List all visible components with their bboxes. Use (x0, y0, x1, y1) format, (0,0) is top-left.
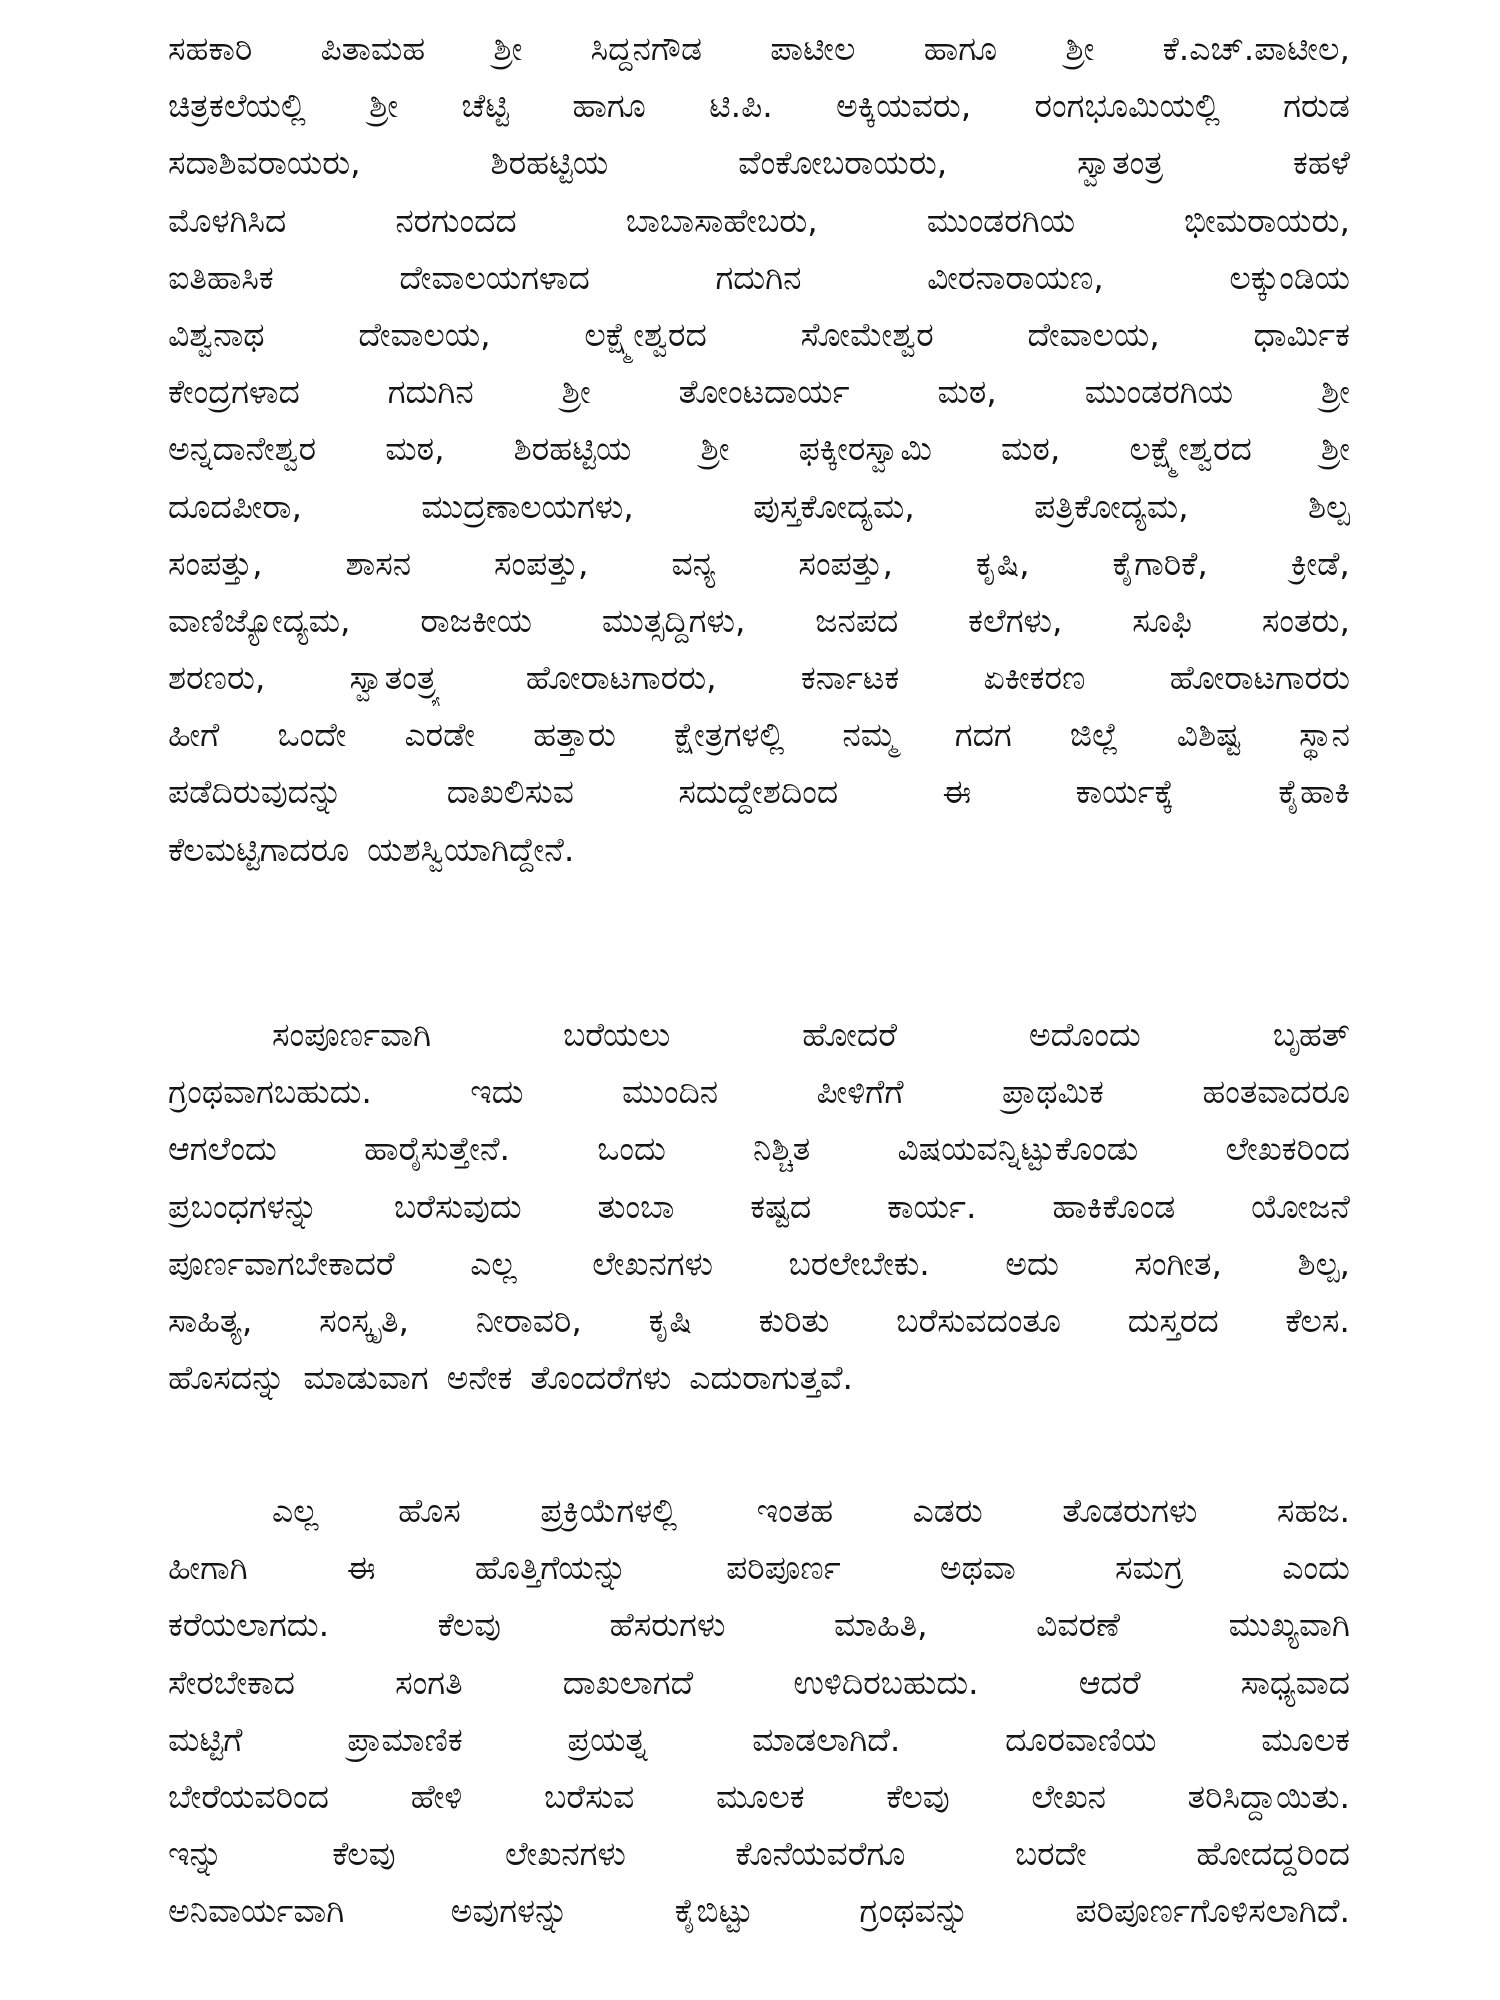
word: ಕ್ಷೇತ್ರಗಳಲ್ಲಿ (673, 715, 785, 755)
word: ಕೈಹಾಕಿ (1278, 772, 1350, 812)
word: ಹೋದದ್ದರಿಂದ (1196, 1834, 1350, 1874)
word: ಮಾಡಲಾಗಿದೆ. (752, 1719, 901, 1759)
word: ಕರೆಯಲಾಗದು. (168, 1605, 330, 1645)
word: ಶ್ರೀ (1065, 29, 1095, 68)
word: ಮೂಲಕ (1261, 1719, 1350, 1759)
word: ಸಂಸ್ಕೃತಿ, (319, 1300, 409, 1340)
text-line (168, 1006, 1350, 1063)
word: ಎದುರಾಗುತ್ತವೆ. (689, 1358, 854, 1398)
word: ಬರಲೇಬೇಕು. (788, 1243, 930, 1283)
word: ಹತ್ತಾರು (533, 715, 616, 755)
text-line (168, 1882, 1350, 1939)
word: ಸಾಧ್ಯವಾದ (1240, 1662, 1350, 1702)
word: ಹೀಗಾಗಿ (168, 1548, 248, 1588)
word: ಶ್ರೀ (1320, 429, 1350, 469)
word: ಐತಿಹಾಸಿಕ (168, 257, 274, 297)
text-line (168, 1596, 1350, 1653)
word: ವೆಂಕೋಬರಾಯರು, (738, 143, 948, 183)
word: ಭೀಮರಾಯರು, (1184, 200, 1350, 240)
word: ಆದರೆ (1078, 1662, 1141, 1702)
word: ಮಠ, (937, 372, 997, 412)
word: ಚೆಟ್ಟಿ (461, 86, 510, 126)
word: ಹೊಸದನ್ನು (168, 1358, 286, 1398)
word: ಎರಡೇ (404, 715, 475, 755)
word: ಅನ್ನದಾನೇಶ್ವರ (168, 429, 317, 469)
word: ಮಠ, (385, 429, 445, 469)
word: ಸಂಗೀತ, (1134, 1243, 1222, 1283)
word: ದೂರವಾಣಿಯ (1005, 1719, 1157, 1759)
word: ವನ್ಯ (671, 543, 716, 583)
word: ಸಾಹಿತ್ಯ, (168, 1300, 253, 1340)
word: ಸೋಮೇಶ್ವರ (800, 314, 934, 354)
word: ಶಿರಹಟ್ಟಿಯ (513, 429, 632, 469)
word: ಶಿಲ್ಪ (1307, 486, 1350, 526)
word: ತೊಡರುಗಳು (1062, 1491, 1198, 1530)
word: ಜನಪದ (815, 600, 899, 640)
word: ವೀರನಾರಾಯಣ, (927, 257, 1104, 297)
word: ಹೀಗೆ (168, 715, 220, 755)
word: ಹೋದರೆ (802, 1015, 898, 1054)
word: ಗ್ರಂಥವಾಗಬಹುದು. (168, 1072, 372, 1112)
word: ಹಾರೈಸುತ್ತೇನೆ. (363, 1129, 511, 1169)
word: ಒಂದು (597, 1129, 666, 1169)
word: ಪರಿಪೂರ್ಣ (726, 1548, 841, 1588)
word: ಈ (942, 772, 972, 812)
word: ದುಸ್ತರದ (1127, 1300, 1219, 1340)
word: ಸಂಗತಿ (395, 1662, 463, 1702)
word: ಅದೊಂದು (1028, 1015, 1141, 1054)
word: ಹಂತವಾದರೂ (1202, 1072, 1350, 1112)
word: ಮುಂಡರಗಿಯ (926, 200, 1076, 240)
word: ಕೆಲಸ. (1285, 1300, 1350, 1340)
text-line (168, 1292, 1350, 1349)
word: ಹೊಸ (398, 1491, 461, 1530)
word: ತೊಂದರೆಗಳು (530, 1358, 672, 1398)
word: ಬಾಬಾಸಾಹೇಬರು, (625, 200, 818, 240)
word: ಬರೆಸುವುದು (393, 1186, 522, 1226)
word: ಶ್ರೀ (369, 86, 399, 126)
text-line (168, 77, 1350, 134)
word: ಹೊತ್ತಿಗೆಯನ್ನು (474, 1548, 627, 1588)
word: ಫಕ್ಕೀರಸ್ವಾಮಿ (798, 429, 932, 469)
word: ಸಂಪತ್ತು, (493, 543, 589, 583)
word: ಕೆ.ಎಚ್.ಪಾಟೀಲ, (1162, 29, 1350, 68)
text-line (168, 592, 1350, 649)
word: ಶಿಲ್ಪ, (1297, 1243, 1350, 1283)
word: ವಾಣಿಜ್ಯೋದ್ಯಮ, (168, 600, 351, 640)
text-line (168, 1711, 1350, 1768)
word: ಸದಾಶಿವರಾಯರು, (168, 143, 361, 183)
word: ಕೇಂದ್ರಗಳಾದ (168, 372, 300, 412)
word: ವಿಶ್ವನಾಥ (168, 314, 265, 354)
word: ಅದು (1005, 1243, 1059, 1283)
word: ಮುತ್ಸದ್ದಿಗಳು, (601, 600, 746, 640)
word: ಶಾಸನ (345, 543, 412, 583)
text-line (168, 306, 1350, 363)
word: ಪಾಟೀಲ (770, 29, 856, 68)
word: ಕೆಲವು (886, 1776, 950, 1816)
word: ತುಂಬಾ (597, 1186, 675, 1226)
word: ನೀರಾವರಿ, (475, 1300, 582, 1340)
word: ಮಾಹಿತಿ, (833, 1605, 928, 1645)
text-line (168, 535, 1350, 592)
word: ಕಹಳೆ (1293, 143, 1350, 183)
text-line (168, 134, 1350, 191)
word: ಮಟ್ಟಿಗೆ (168, 1719, 243, 1759)
word: ಅಕ್ಕಿಯವರು, (835, 86, 972, 126)
word: ಪ್ರಬಂಧಗಳನ್ನು (168, 1186, 318, 1226)
word: ಕೆಲವು (332, 1834, 396, 1874)
text-line (168, 363, 1350, 420)
word: ಕಾರ್ಯ. (887, 1186, 977, 1226)
word: ಪ್ರಾಮಾಣಿಕ (347, 1719, 463, 1759)
word: ಇದು (470, 1072, 524, 1112)
word: ಯಶಸ್ವಿಯಾಗಿದ್ದೇನೆ. (367, 829, 575, 869)
text-line (168, 1178, 1350, 1235)
word: ಉಳಿದಿರಬಹುದು. (793, 1662, 979, 1702)
word: ಲೇಖನ (1031, 1776, 1106, 1816)
text-line (168, 649, 1350, 706)
word: ಕೈಬಿಟ್ಟು (674, 1891, 754, 1931)
word: ಪುಸ್ತಕೋದ್ಯಮ, (753, 486, 915, 526)
paragraph-2 (168, 1006, 1350, 1406)
word: ಪೂರ್ಣವಾಗಬೇಕಾದರೆ (168, 1243, 395, 1283)
word: ದಾಖಲಿಸುವ (446, 772, 574, 812)
word: ಸಂಪತ್ತು, (798, 543, 893, 583)
word: ಸಿದ್ದನಗೌಡ (590, 29, 702, 68)
word: ಲಕ್ಷ್ಮೇಶ್ವರದ (584, 314, 707, 354)
word: ಪತ್ರಿಕೋದ್ಯಮ, (1034, 486, 1189, 526)
text-line (168, 1654, 1350, 1711)
word: ಕಾರ್ಯಕ್ಕೆ (1075, 772, 1174, 812)
word: ಪಡೆದಿರುವುದನ್ನು (168, 772, 343, 812)
word: ಶ್ರೀ (700, 429, 730, 469)
word: ಪ್ರಕ್ರಿಯೆಗಳಲ್ಲಿ (540, 1491, 678, 1530)
paragraph-1 (168, 20, 1350, 878)
word: ಶಿರಹಟ್ಟಿಯ (490, 143, 609, 183)
text-line (168, 1120, 1350, 1177)
text-line (168, 478, 1350, 535)
word: ಮುದ್ರಣಾಲಯಗಳು, (421, 486, 634, 526)
word: ಹೋರಾಟಗಾರರು, (525, 658, 717, 698)
word: ಕಲೆಗಳು, (968, 600, 1063, 640)
word: ದೇವಾಲಯ, (358, 314, 491, 354)
word: ಎಡರು (912, 1491, 983, 1530)
word: ಪೀಳಿಗೆಗೆ (816, 1072, 904, 1112)
text-line (168, 20, 1350, 77)
text-line (168, 1063, 1350, 1120)
word: ಗದಗ (954, 715, 1012, 755)
word: ಪ್ರಯತ್ನ (567, 1719, 648, 1759)
text-line (168, 1482, 1350, 1539)
word: ಕ್ರೀಡೆ, (1290, 543, 1350, 583)
word: ಸೇರಬೇಕಾದ (168, 1662, 295, 1702)
word: ಎಂದು (1282, 1548, 1350, 1588)
paragraph-3 (168, 1482, 1350, 1940)
word: ಮುಖ್ಯವಾಗಿ (1228, 1605, 1350, 1645)
text-line (168, 249, 1350, 306)
word: ವಿಶಿಷ್ಟ (1176, 715, 1241, 755)
word: ಸಹಕಾರಿ (168, 29, 253, 68)
word: ಶ್ರೀ (493, 29, 523, 68)
word: ಸ್ವಾತಂತ್ರ (1077, 143, 1164, 183)
word: ಮೊಳಗಿಸಿದ (168, 200, 287, 240)
word: ಏಕೀಕರಣ (983, 658, 1086, 698)
word: ಶ್ರೀ (1320, 372, 1350, 412)
word: ಸದುದ್ದೇಶದಿಂದ (678, 772, 839, 812)
text-line (168, 192, 1350, 249)
word: ಸ್ಥಾನ (1299, 715, 1350, 755)
word: ಹೇಳಿ (410, 1776, 463, 1816)
word: ಲಕ್ಕುಂಡಿಯ (1229, 257, 1350, 297)
word: ದೂದಪೀರಾ, (168, 486, 302, 526)
word: ಶರಣರು, (168, 658, 266, 698)
word: ಲೇಖಕರಿಂದ (1225, 1129, 1350, 1169)
word: ಪಿತಾಮಹ (320, 29, 426, 68)
word: ಕೆಲವು (437, 1605, 502, 1645)
word: ರಂಗಭೂಮಿಯಲ್ಲಿ (1034, 86, 1220, 126)
text-line (168, 763, 1350, 820)
word: ಗರುಡ (1283, 86, 1350, 126)
word: ಬರೆಸುವದಂತೂ (896, 1300, 1061, 1340)
word: ನರಗುಂದದ (395, 200, 517, 240)
word: ಆಗಲೆಂದು (168, 1129, 277, 1169)
word: ರಾಜಕೀಯ (420, 600, 532, 640)
word: ಇನ್ನು (168, 1834, 223, 1874)
word: ಬರೆಯಲು (562, 1015, 671, 1054)
word: ಕೈಗಾರಿಕೆ, (1112, 543, 1208, 583)
word: ಹೋರಾಟಗಾರರು (1169, 658, 1350, 698)
word: ಕೊನೆಯವರೆಗೂ (735, 1834, 906, 1874)
word: ನಿಶ್ಚಿತ (753, 1129, 811, 1169)
word: ಹಾಕಿಕೊಂಡ (1052, 1186, 1176, 1226)
word: ದೇವಾಲಯಗಳಾದ (399, 257, 590, 297)
word: ಅನಿವಾರ್ಯವಾಗಿ (168, 1891, 345, 1931)
text-line (168, 706, 1350, 763)
word: ಧಾರ್ಮಿಕ (1253, 314, 1350, 354)
word: ಸಹಜ. (1276, 1491, 1350, 1530)
word: ವಿವರಣೆ (1036, 1605, 1121, 1645)
word: ಗದುಗಿನ (387, 372, 474, 412)
word: ದೇವಾಲಯ, (1027, 314, 1160, 354)
word: ಸಂಪೂರ್ಣವಾಗಿ (272, 1015, 432, 1054)
word: ಎಲ್ಲ (470, 1243, 517, 1283)
word: ಚಿತ್ರಕಲೆಯಲ್ಲಿ (168, 86, 306, 126)
word: ಪರಿಪೂರ್ಣಗೊಳಿಸಲಾಗಿದೆ. (1075, 1891, 1350, 1931)
word: ದಾಖಲಾಗದೆ (562, 1662, 694, 1702)
word: ಬರದೇ (1014, 1834, 1087, 1874)
word: ಸ್ವಾತಂತ್ರ್ಯ (349, 658, 442, 698)
word: ಲೇಖನಗಳು (505, 1834, 626, 1874)
text-line (168, 1349, 1350, 1406)
word: ಸೂಫಿ (1132, 600, 1193, 640)
word: ವಿಷಯವನ್ನಿಟ್ಟುಕೊಂಡು (897, 1129, 1139, 1169)
word: ಬೃಹತ್ (1272, 1015, 1350, 1054)
word: ಗ್ರಂಥವನ್ನು (859, 1891, 970, 1931)
word: ಕುರಿತು (758, 1300, 830, 1340)
text-line (168, 1235, 1350, 1292)
word: ಅಥವಾ (939, 1548, 1016, 1588)
word: ಮಾಡುವಾಗ (303, 1358, 429, 1398)
word: ಸಮಗ್ರ (1114, 1548, 1184, 1588)
word: ಬೇರೆಯವರಿಂದ (168, 1776, 329, 1816)
word: ಶ್ರೀ (561, 372, 591, 412)
word: ಇಂತಹ (756, 1491, 834, 1530)
word: ಲೇಖನಗಳು (592, 1243, 714, 1283)
text-line (168, 1825, 1350, 1882)
word: ನಮ್ಮ (842, 715, 897, 755)
word: ಯೋಜನೆ (1251, 1186, 1350, 1226)
word: ಮುಂದಿನ (621, 1072, 719, 1112)
word: ಕರ್ನಾಟಕ (800, 658, 900, 698)
text-line (168, 1539, 1350, 1596)
word: ಕೆಲಮಟ್ಟಿಗಾದರೂ (168, 829, 350, 869)
word: ಸಂಪತ್ತು, (168, 543, 263, 583)
word: ಮಠ, (1001, 429, 1061, 469)
word: ಎಲ್ಲ (272, 1491, 319, 1530)
word: ಅವುಗಳನ್ನು (450, 1891, 569, 1931)
word: ಹಾಗೂ (923, 29, 998, 68)
word: ಕೃಷಿ (648, 1300, 692, 1340)
word: ಪ್ರಾಥಮಿಕ (1001, 1072, 1104, 1112)
word: ಸಂತರು, (1261, 600, 1350, 640)
word: ಕಷ್ಟದ (750, 1186, 812, 1226)
word: ಈ (346, 1548, 376, 1588)
word: ತರಿಸಿದ್ದಾಯಿತು. (1187, 1776, 1350, 1816)
word: ಅನೇಕ (446, 1358, 513, 1398)
word: ಹೆಸರುಗಳು (609, 1605, 726, 1645)
word: ಜಿಲ್ಲೆ (1069, 715, 1119, 755)
word: ಲಕ್ಷ್ಮೇಶ್ವರದ (1129, 429, 1252, 469)
word: ಕೃಷಿ, (975, 543, 1030, 583)
word: ಮುಂಡರಗಿಯ (1084, 372, 1234, 412)
word: ಗದುಗಿನ (715, 257, 802, 297)
word: ಟಿ.ಪಿ. (709, 86, 773, 126)
text-line (168, 420, 1350, 477)
word: ಹಾಗೂ (572, 86, 646, 126)
word: ಮೂಲಕ (715, 1776, 805, 1816)
word: ತೋಂಟದಾರ್ಯ (678, 372, 850, 412)
text-line (168, 821, 1350, 878)
word: ಒಂದೇ (277, 715, 347, 755)
text-line (168, 1768, 1350, 1825)
word: ಬರೆಸುವ (543, 1776, 635, 1816)
